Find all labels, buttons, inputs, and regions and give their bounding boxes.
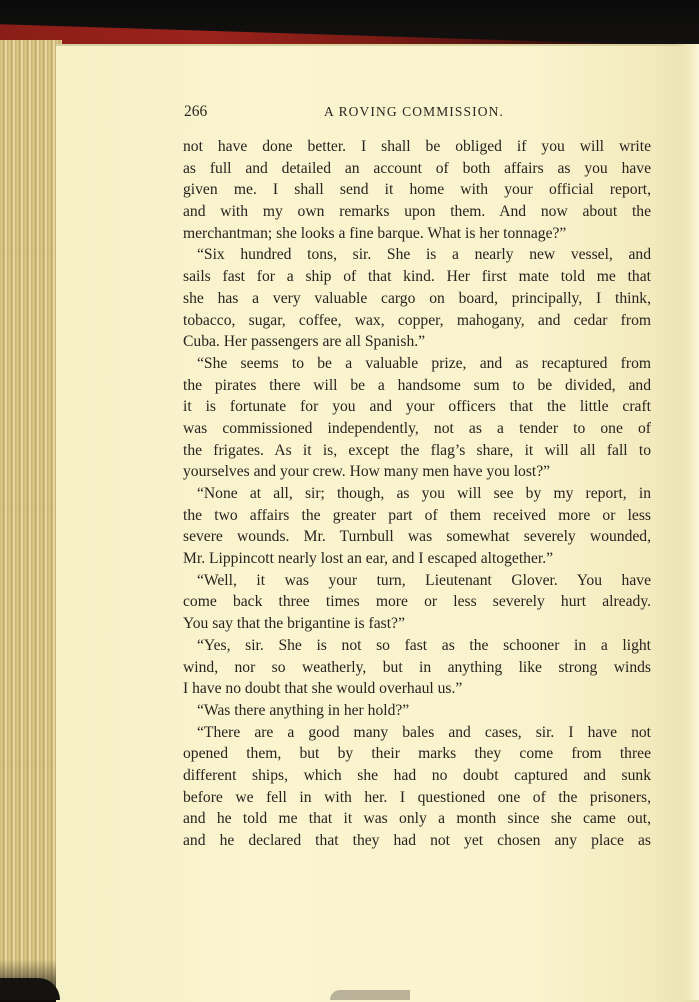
- text-line: as full and detailed an account of both affairs as you have: [183, 159, 651, 177]
- thumb-shadow: [0, 978, 60, 1000]
- text-line: and with my own remarks upon them. And now about the: [183, 203, 651, 221]
- text-line: You say that the brigantine is fast?”: [183, 615, 405, 633]
- text-line: and he declared that they had not yet chosen any place as: [183, 832, 651, 849]
- text-line: and he told me that it was only a month since she came out,: [183, 810, 651, 828]
- text-line: “None at all, sir; though, as you will see by my report, in: [197, 485, 651, 502]
- text-line: come back three times more or less severely hurt already.: [183, 593, 651, 611]
- text-line: merchantman; she looks a fine barque. What is her tonnage?”: [183, 224, 567, 242]
- text-line: opened them, but by their marks they come from three: [183, 745, 651, 763]
- text-line: different ships, which she had no doubt captured and sunk: [183, 766, 651, 784]
- running-title: A ROVING COMMISSION.: [324, 104, 504, 119]
- text-line: severe wounds. Mr. Turnbull was somewhat severely wounded,: [183, 528, 651, 546]
- text-line: was commissioned independently, not as a tender to one of: [183, 419, 651, 437]
- text-line: “Well, it was your turn, Lieutenant Glover. You have: [197, 571, 651, 589]
- text-line: sails fast for a ship of that kind. Her first mate told me that: [183, 268, 651, 286]
- text-line: she has a very valuable cargo on board, principally, I think,: [183, 289, 651, 307]
- text-line: not have done better. I shall be obliged if you will write: [183, 138, 651, 155]
- text-line: given me. I shall send it home with your official report,: [183, 181, 651, 199]
- text-line: “There are a good many bales and cases, sir. I have not: [197, 723, 651, 741]
- text-line: wind, nor so weatherly, but in anything like strong winds: [183, 658, 651, 676]
- text-line: “Was there anything in her hold?”: [197, 701, 410, 719]
- text-line: the pirates there will be a handsome sum to be divided, and: [183, 376, 651, 394]
- running-head: [184, 103, 654, 123]
- text-line: I have no doubt that she would overhaul us.”: [183, 680, 463, 698]
- body-text: [183, 136, 651, 852]
- text-line: “Yes, sir. She is not so fast as the schooner in a light: [197, 636, 651, 654]
- text-line: “She seems to be a valuable prize, and as recaptured from: [197, 354, 651, 372]
- text-line: before we fell in with her. I questioned one of the prisoners,: [183, 788, 651, 806]
- text-line: yourselves and your crew. How many men have you lost?”: [183, 463, 551, 481]
- text-line: the two affairs the greater part of them received more or less: [183, 506, 651, 524]
- page-right-edge: [675, 44, 699, 1000]
- text-line: Cuba. Her passengers are all Spanish.”: [183, 333, 426, 351]
- text-line: the frigates. As it is, except the flag’s share, it will all fall to: [183, 441, 651, 459]
- text-line: “Six hundred tons, sir. She is a nearly new vessel, and: [197, 246, 651, 264]
- text-line: Mr. Lippincott nearly lost an ear, and I escaped altogether.”: [183, 550, 554, 568]
- text-line: it is fortunate for you and your officers that the little craft: [183, 398, 651, 416]
- page-bottom-shadow: [330, 990, 410, 1000]
- text-line: tobacco, sugar, coffee, wax, copper, mahogany, and cedar from: [183, 311, 651, 329]
- page-number: 266: [184, 103, 208, 120]
- page-stack-edge: [0, 40, 62, 1000]
